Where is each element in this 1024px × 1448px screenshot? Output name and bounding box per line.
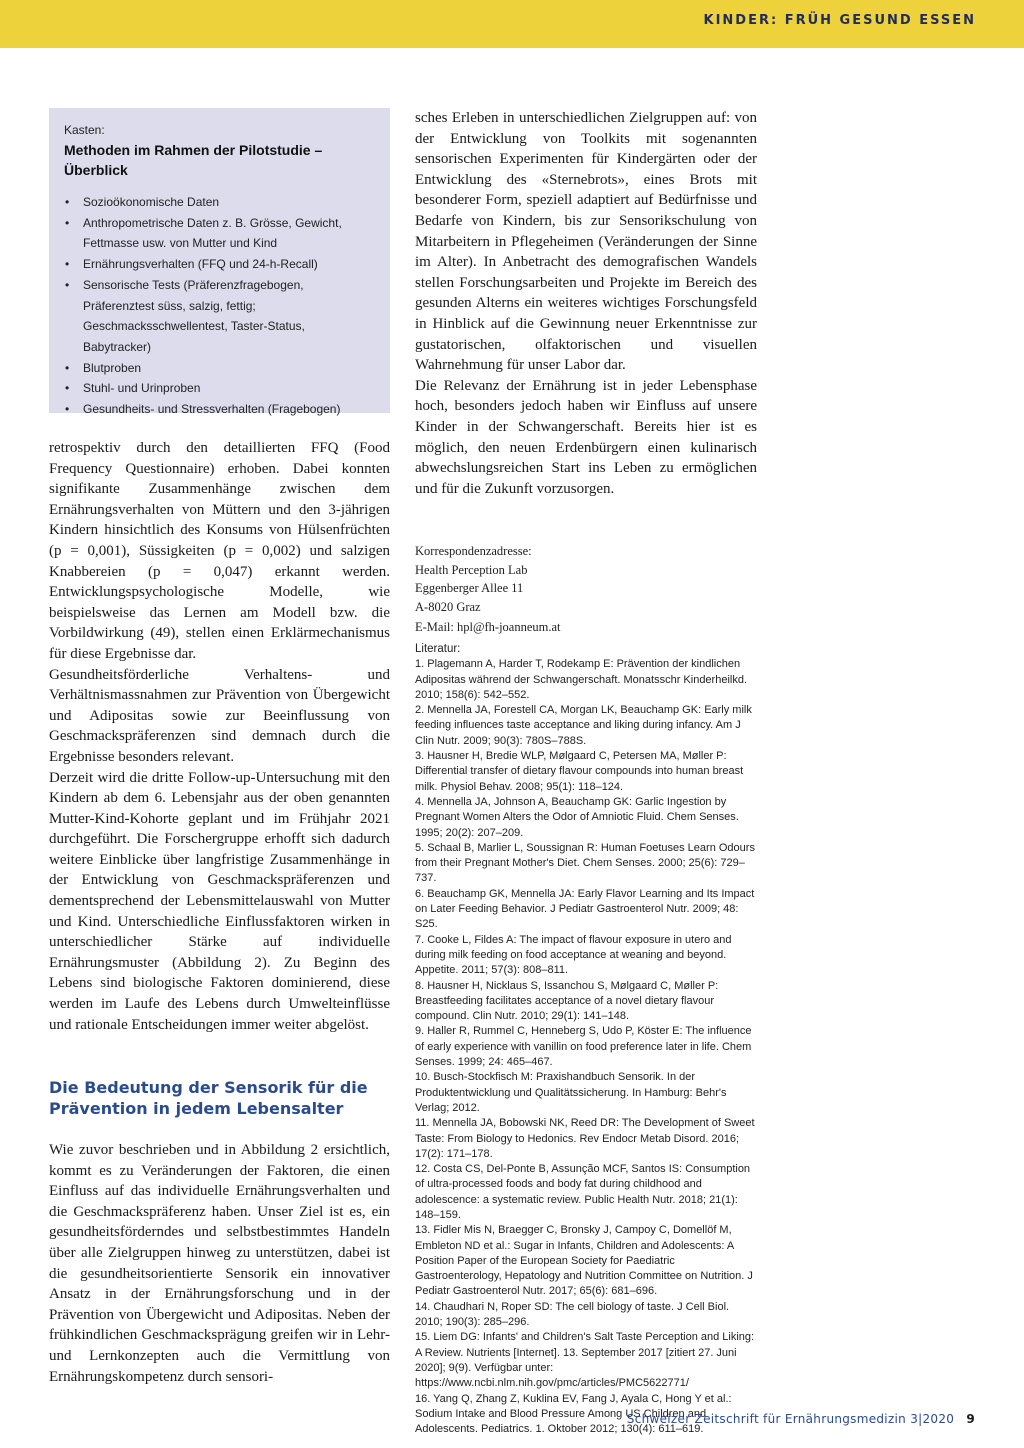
reference-item: 12. Costa CS, Del-Ponte B, Assunção MCF, Santos IS: Consumption of ultra-processed foods and body fat during childhood and adolescence: a systematic review. Public Health Nutr. 2018; 21(1): 148–159.	[415, 1163, 751, 1221]
references-list	[415, 657, 757, 1437]
body-paragraph: Wie zuvor beschrieben und in Abbildung 2 ersichtlich, kommt es zu Veränderungen der Faktoren, die einen Einfluss auf das individuelle Ernährungsverhalten und die Geschmackspräferenz haben. Unser Ziel ist es, ein gesundheitsförderndes und selbstbestimmtes Handeln über alle Zielgruppen hinweg zu unterstützen, dabei ist die gesundheitsorientierte Sensorik ein innovativer Ansatz in der Ernährungsforschung und in der Prävention von Übergewicht und Adipositas. Neben der frühkindlichen Geschmacksprägung greifen wir in Lehr- und Lernkonzepten auch die Vermittlung von Ernährungskompetenz durch sensori-	[49, 1142, 390, 1385]
list-item: • Sensorische Tests (Präferenzfragebogen, Präferenztest süss, salzig, fettig; Geschmacksschwellentest, Taster-Status, Babytracker)	[64, 275, 376, 358]
journal-name: Schweizer Zeitschrift für Ernährungsmedizin 3|2020	[626, 1412, 955, 1426]
references	[415, 642, 757, 1437]
methods-list	[64, 192, 376, 420]
left-column-body	[49, 438, 390, 1035]
reference-item: 2. Mennella JA, Forestell CA, Morgan LK, Beauchamp GK: Early milk feeding influences taste acceptance and liking during infancy. Am J Clin Nutr. 2009; 90(3): 780S–788S.	[415, 704, 752, 747]
box-title: Methoden im Rahmen der Pilotstudie – Überblick	[64, 142, 323, 178]
section-heading: Die Bedeutung der Sensorik für die Prävention in jedem Lebensalter	[49, 1078, 368, 1118]
list-item: • Stuhl- und Urinproben	[64, 378, 376, 399]
reference-item: 11. Mennella JA, Bobowski NK, Reed DR: The Development of Sweet Taste: From Biology to Hedonics. Rev Endocr Metab Disord. 2016; 17(2): 171–178.	[415, 1117, 755, 1160]
contact-city: A-8020 Graz	[415, 599, 481, 614]
body-paragraph: Derzeit wird die dritte Follow-up-Untersuchung mit den Kindern ab dem 6. Lebensjahr aus der oben genannten Mutter-Kind-Kohorte geplant und im Frühjahr 2021 durchgeführt. Die Forschergruppe erhofft sich dadurch weitere Einblicke über langfristige Zusammenhänge in der Entwicklung von Geschmackspräferenzen und dementsprechend der Lebensmittelauswahl von Mutter und Kind. Unterschiedliche Einflussfaktoren wirken in unterschiedlicher Stärke auf individuelle Ernährungsmuster (Abbildung 2). Zu Beginn des Lebens sind biologische Faktoren dominierend, diese werden im Laufe des Lebens durch Umwelteinflüsse und rationale Entscheidungen immer weiter abgelöst.	[49, 769, 390, 1033]
reference-item: 13. Fidler Mis N, Braegger C, Bronsky J, Campoy C, Domellöf M, Embleton ND et al.: Sugar in Infants, Children and Adolescents: A Position Paper of the European Society for Paediatric Gastroenterology, Hepatology and Nutrition Committee on Nutrition. J Pediatr Gastroenterol Nutr. 2017; 65(6): 681–696.	[415, 1224, 753, 1298]
reference-item: 6. Beauchamp GK, Mennella JA: Early Flavor Learning and Its Impact on Later Feeding Behavior. J Pediatr Gastroenterol Nutr. 2009; 48: S25.	[415, 887, 755, 931]
body-paragraph: retrospektiv durch den detaillierten FFQ (Food Frequency Questionnaire) erhoben. Dabei konnten signifikante Zusammenhänge zwischen dem Ernährungsverhalten von Müttern und den 3-jährigen Kindern hinsichtlich des Konsums von Hülsenfrüchten (p = 0,001), Süssigkeiten (p = 0,002) und salzigen Knabbereien (p = 0,047) erkannt werden. Entwicklungspsychologische Modelle, wie beispielsweise das Lernen am Modell bzw. die Vorbildwirkung (49), stellen einen Erklärmechanismus für diese Ergebnisse dar.	[49, 440, 390, 662]
list-item: • Gesundheits- und Stressverhalten (Fragebogen)	[64, 399, 376, 420]
reference-item: 14. Chaudhari N, Roper SD: The cell biology of taste. J Cell Biol. 2010; 190(3): 285–296.	[415, 1300, 730, 1329]
contact-street: Eggenberger Allee 11	[415, 581, 524, 595]
references-label: Literatur:	[415, 643, 461, 655]
section-header-bar	[0, 0, 1024, 48]
reference-item: 8. Hausner H, Nicklaus S, Issanchou S, Mølgaard C, Møller P: Breastfeeding facilitates acceptance of a novel dietary flavour compound. Clin Nutr. 2010; 29(1): 141–148.	[415, 979, 719, 1023]
section-title: KINDER: FRÜH GESUND ESSEN	[703, 13, 976, 28]
reference-item: 7. Cooke L, Fildes A: The impact of flavour exposure in utero and during milk feeding on food acceptance at weaning and beyond. Appetite. 2011; 57(3): 808–811.	[415, 933, 732, 977]
page-footer	[627, 1412, 975, 1426]
page-number: 9	[966, 1412, 975, 1426]
list-item: • Anthropometrische Daten z. B. Grösse, Gewicht, Fettmasse usw. von Mutter und Kind	[64, 213, 376, 254]
reference-item: 1. Plagemann A, Harder T, Rodekamp E: Prävention der kindlichen Adipositas während der Schwangerschaft. Monatsschr Kinderheilkd. 2010; 158(6): 542–552.	[415, 658, 748, 701]
contact-label: Korrespondenzadresse:	[415, 544, 532, 558]
reference-item: 15. Liem DG: Infants' and Children's Salt Taste Perception and Liking: A Review. Nutrients [Internet]. 13. September 2017 [zitiert 27. Juni 2020]; 9(9). Verfügbar unter: https://www.ncbi.nlm.nih.gov/pmc/articles/PMC5622771/	[415, 1331, 755, 1390]
correspondence-address	[415, 542, 757, 637]
list-item: • Sozioökonomische Daten	[64, 192, 376, 213]
reference-item: 3. Hausner H, Bredie WLP, Mølgaard C, Petersen MA, Møller P: Differential transfer of dietary flavour compounds into human breast milk. Physiol Behav. 2008; 95(1): 118–124.	[415, 750, 744, 793]
list-item: • Ernährungsverhalten (FFQ und 24-h-Recall)	[64, 254, 376, 275]
contact-email: E-Mail: hpl@fh-joanneum.at	[415, 620, 561, 634]
box-label: Kasten:	[64, 123, 105, 137]
methods-box	[49, 108, 390, 417]
reference-item: 4. Mennella JA, Johnson A, Beauchamp GK: Garlic Ingestion by Pregnant Women Alters the Odor of Amniotic Fluid. Chem Senses. 1995; 20(2): 207–209.	[415, 795, 739, 839]
left-column-section-body	[49, 1140, 390, 1387]
reference-item: 9. Haller R, Rummel C, Henneberg S, Udo P, Köster E: The influence of early experience with vanillin on food preference later in life. Chem Senses. 1999; 24: 465–467.	[415, 1025, 752, 1069]
body-paragraph: Die Relevanz der Ernährung ist in jeder Lebensphase hoch, besonders jedoch haben wir Einfluss auf unsere Kinder in der Schwangerschaft. Bereits hier ist es möglich, den neuen Erdenbürgern einen kulinarisch abwechslungsreichen Start ins Leben zu ermöglichen und für die Zukunft vorzusorgen.	[415, 377, 757, 497]
reference-item: 5. Schaal B, Marlier L, Soussignan R: Human Foetuses Learn Odours from their Pregnant Mother's Diet. Chem Senses. 2000; 25(6): 729–737.	[415, 841, 755, 885]
contact-org: Health Perception Lab	[415, 562, 528, 577]
body-paragraph: sches Erleben in unterschiedlichen Zielgruppen auf: von der Entwicklung von Toolkits mit sogenannten sensorischen Experimenten für Kindergärten oder der Entwicklung des «Sternebrots», eines Brots mit besonderer Form, speziell adaptiert auf Bedürfnisse und Bedarfe von Kindern, bis zur Sensorikschulung von Mitarbeitern in Pflegeheimen (Veränderungen der Sinne im Alter). In Anbetracht des demografischen Wandels stellen Forschungsarbeiten und Projekte im Bereich des gesunden Alterns ein weiteres wichtiges Forschungsfeld in Hinblick auf die Gewinnung neuer Erkenntnisse zur gustatorischen, olfaktorischen und visuellen Wahrnehmung für unser Labor dar.	[415, 110, 757, 374]
body-paragraph: Gesundheitsförderliche Verhaltens- und Verhältnismassnahmen zur Prävention von Übergewicht und Adipositas sowie zur Beeinflussung von Geschmackspräferenzen sind demnach durch die Ergebnisse besonders relevant.	[49, 666, 390, 765]
right-column-body	[415, 108, 757, 499]
list-item: • Blutproben	[64, 358, 376, 379]
reference-item: 10. Busch-Stockfisch M: Praxishandbuch Sensorik. In der Produktentwicklung und Qualitätssicherung. In Hamburg: Behr's Verlag; 2012.	[415, 1071, 727, 1114]
reference-item: 16. Yang Q, Zhang Z, Kuklina EV, Fang J, Ayala C, Hong Y et al.: Sodium Intake and Blood Pressure Among US Children and Adolescents. Pediatrics. 1. Oktober 2012; 130(4): 611–619.	[415, 1392, 732, 1436]
